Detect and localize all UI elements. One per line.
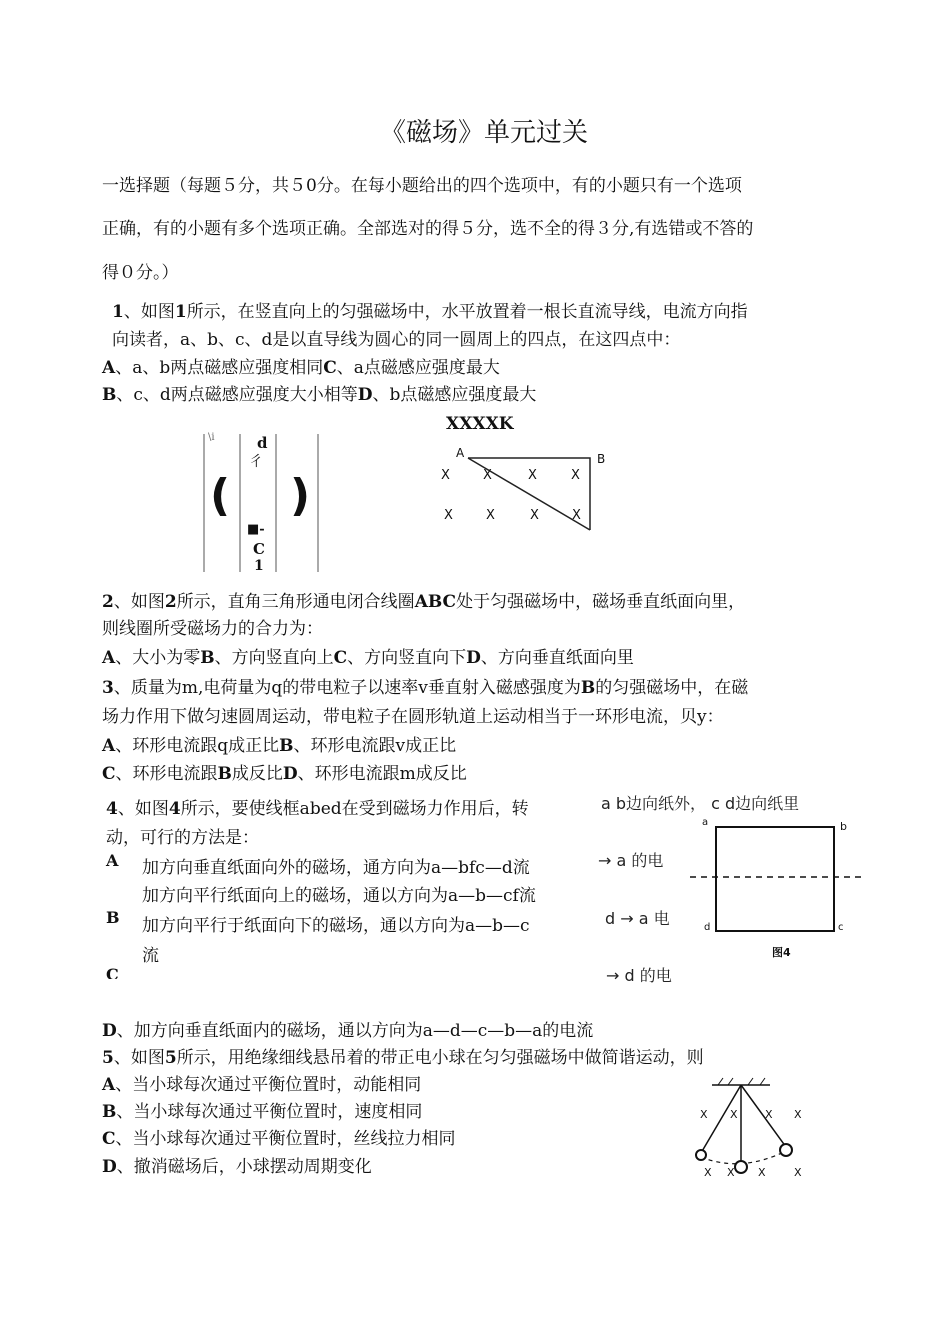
q4-option-a-tail: → a 的电 [598,851,664,870]
q4-option-b-text: 加方向平行纸面向上的磁场，通以方向为a—b—cf流 [142,886,536,906]
q2-stem-line2: 则线圈所受磁场力的合力为： [102,619,323,639]
fig1-label-1: 1 [254,558,264,574]
fig1-d-mark: 彳 [249,454,263,470]
fig2-x: X [483,468,492,483]
fig2-header: XXXXK [446,414,514,434]
fig4-label-c: c [838,922,844,933]
fig2-x: X [486,508,495,523]
q4-stem: 4、如图4所示，要使线框abed在受到磁场力作用后，转 [106,799,529,819]
q4-option-a-label: A [106,851,119,870]
fig5-x: X [765,1108,773,1121]
fig1-right-paren: ) [290,470,311,521]
q1-options-row1: A、a、b两点磁感应强度相同C、a点磁感应强度最大 [102,358,500,378]
intro-line-2: 正确，有的小题有多个选项正确。全部选对的得５分，选不全的得３分,有选错或不答的 [102,219,754,239]
fig2-x: X [528,468,537,483]
fig1-c-mark: ■- [247,522,265,537]
fig2-x: X [571,468,580,483]
q1-stem-line2: 向读者，a、b、c、d是以直导线为圆心的同一圆周上的四点，在这四点中： [112,330,681,350]
figure-4-frame [690,815,870,965]
q4-option-b-label: B [106,908,120,927]
fig5-x: X [758,1166,766,1179]
fig5-x: X [727,1166,735,1179]
q4-stem-line2: 动，可行的方法是： [106,828,259,848]
q3-stem: 3、质量为m,电荷量为q的带电粒子以速率v垂直射入磁感强度为B的匀强磁场中，在磁 [102,678,749,698]
fig2-label-a: A [456,446,465,460]
q5-option-c: C、当小球每次通过平衡位置时，丝线拉力相同 [102,1129,456,1149]
fig5-x: X [700,1108,708,1121]
q4-option-d: D、加方向垂直纸面内的磁场，通以方向为a—d—c—b—a的电流 [102,1021,594,1041]
q1-number: 1 [112,302,124,322]
q4-option-c-tail: → d 的电 [606,966,672,985]
q4-option-c-label: C [106,965,119,979]
q1-stem: 1、如图1所示，在竖直向上的匀强磁场中，水平放置着一根长直流导线，电流方向指 [112,302,748,322]
fig2-label-b: B [597,452,606,466]
q3-options-row2: C、环形电流跟B成反比D、环形电流跟m成反比 [102,764,467,784]
q3-stem-line2: 场力作用下做匀速圆周运动，带电粒子在圆形轨道上运动相当于一环形电流，贝y： [102,707,724,727]
q4-right-note: a b边向纸外， c d边向纸里 [601,794,800,813]
q4-option-c-text: 加方向平行于纸面向下的磁场，通以方向为a—b—c [142,916,530,936]
fig4-label-a: a [702,817,709,828]
fig2-x: X [572,508,581,523]
intro-line-3: 得０分。） [102,263,179,283]
fig1-left-paren: ( [210,470,231,521]
q5-option-d: D、撤消磁场后，小球摆动周期变化 [102,1157,372,1177]
fig2-x: X [530,508,539,523]
fig5-x: X [794,1166,802,1179]
fig5-x: X [730,1108,738,1121]
q5-option-a: A、当小球每次通过平衡位置时，动能相同 [102,1075,422,1095]
fig2-x: X [444,508,453,523]
fig1-label-c: C [253,540,265,558]
fig4-label-b: b [840,820,847,833]
page-title: 《磁场》单元过关 [380,118,589,148]
fig4-caption: 图4 [772,946,791,959]
q1-options-row2: B、c、d两点磁感应强度大小相等D、b点磁感应强度最大 [102,385,537,405]
fig5-x: X [794,1108,802,1121]
intro-line-1: 一选择题（每题５分，共５0分。在每小题给出的四个选项中，有的小题只有一个选项 [102,176,742,196]
q2-stem: 2、如图2所示，直角三角形通电闭合线圈ABC处于匀强磁场中，磁场垂直纸面向里， [102,592,746,612]
q4-option-b-tail: d → a 电 [605,909,670,928]
q4-option-c-text-2: 流 [142,946,159,966]
fig1-label-d: d [257,434,268,452]
fig1-top-mark: \i [208,432,215,443]
fig4-label-d: d [704,922,711,933]
q3-options-row1: A、环形电流跟q成正比B、环形电流跟v成正比 [102,736,457,756]
fig2-x: X [441,468,450,483]
fig5-x: X [704,1166,712,1179]
q2-options: A、大小为零B、方向竖直向上C、方向竖直向下D、方向垂直纸面向里 [102,648,634,668]
q5-option-b: B、当小球每次通过平衡位置时，速度相同 [102,1102,423,1122]
q4-option-a-text: 加方向垂直纸面向外的磁场，通方向为a—bfc—d流 [142,858,530,878]
q5-stem: 5、如图5所示，用绝缘细线悬吊着的带正电小球在匀匀强磁场中做简谐运动，则 [102,1048,704,1068]
